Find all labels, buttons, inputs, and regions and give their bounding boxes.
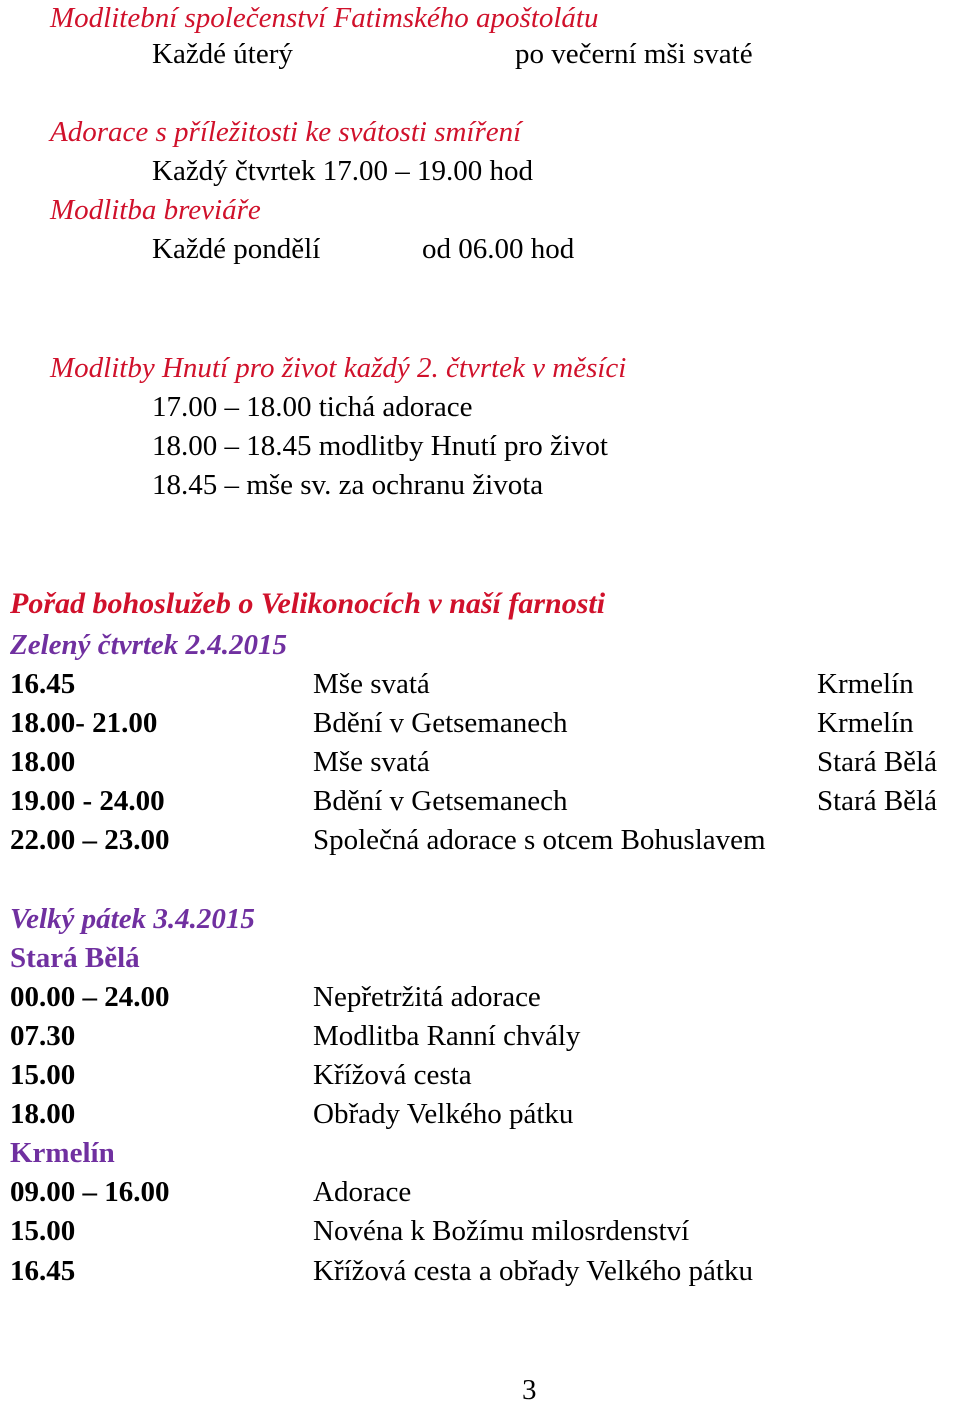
prolife-title: Modlitby Hnutí pro život každý 2. čtvrtek v měsíci — [50, 352, 627, 384]
schedule-event: Adorace — [313, 1176, 412, 1208]
schedule-time: 22.00 – 23.00 — [10, 824, 170, 856]
schedule-time: 16.45 — [10, 668, 76, 700]
schedule-event: Obřady Velkého pátku — [313, 1098, 574, 1130]
schedule-time: 00.00 – 24.00 — [10, 981, 170, 1013]
fatima-time: po večerní mši svaté — [515, 38, 753, 70]
schedule-time: 19.00 - 24.00 — [10, 785, 165, 817]
schedule-event: Novéna k Božímu milosrdenství — [313, 1215, 690, 1247]
schedule-time: 07.30 — [10, 1020, 76, 1052]
schedule-event: Mše svatá — [313, 668, 430, 700]
schedule-event: Bdění v Getsemanech — [313, 707, 568, 739]
schedule-event: Společná adorace s otcem Bohuslavem — [313, 824, 766, 856]
schedule-place: Krmelín — [817, 668, 914, 700]
friday-place-stara-bela: Stará Bělá — [10, 942, 140, 974]
schedule-time: 16.45 — [10, 1255, 76, 1287]
adoration-schedule: Každý čtvrtek 17.00 – 19.00 hod — [152, 155, 533, 187]
breviary-day: Každé pondělí — [152, 233, 321, 265]
page-number: 3 — [522, 1374, 537, 1406]
schedule-event: Bdění v Getsemanech — [313, 785, 568, 817]
schedule-place: Krmelín — [817, 707, 914, 739]
prolife-line: 18.00 – 18.45 modlitby Hnutí pro život — [152, 430, 608, 462]
easter-title: Pořad bohoslužeb o Velikonocích v naší farnosti — [10, 587, 606, 620]
friday-place-krmelin: Krmelín — [10, 1137, 115, 1169]
thursday-heading: Zelený čtvrtek 2.4.2015 — [10, 629, 288, 661]
schedule-event: Křížová cesta a obřady Velkého pátku — [313, 1255, 753, 1287]
schedule-place: Stará Bělá — [817, 746, 937, 778]
schedule-place: Stará Bělá — [817, 785, 937, 817]
breviary-title: Modlitba breviáře — [50, 194, 261, 226]
prolife-line: 18.45 – mše sv. za ochranu života — [152, 469, 544, 501]
schedule-time: 15.00 — [10, 1215, 76, 1247]
schedule-time: 18.00 — [10, 1098, 76, 1130]
schedule-event: Mše svatá — [313, 746, 430, 778]
fatima-day: Každé úterý — [152, 38, 293, 70]
fatima-title: Modlitební společenství Fatimského apoštolátu — [50, 2, 599, 34]
schedule-event: Křížová cesta — [313, 1059, 472, 1091]
friday-heading: Velký pátek 3.4.2015 — [10, 903, 255, 935]
schedule-event: Nepřetržitá adorace — [313, 981, 541, 1013]
schedule-time: 18.00- 21.00 — [10, 707, 158, 739]
schedule-time: 15.00 — [10, 1059, 76, 1091]
schedule-time: 09.00 – 16.00 — [10, 1176, 170, 1208]
breviary-time: od 06.00 hod — [422, 233, 575, 265]
schedule-event: Modlitba Ranní chvály — [313, 1020, 581, 1052]
prolife-line: 17.00 – 18.00 tichá adorace — [152, 391, 473, 423]
schedule-time: 18.00 — [10, 746, 76, 778]
adoration-title: Adorace s příležitosti ke svátosti smíření — [50, 116, 522, 148]
